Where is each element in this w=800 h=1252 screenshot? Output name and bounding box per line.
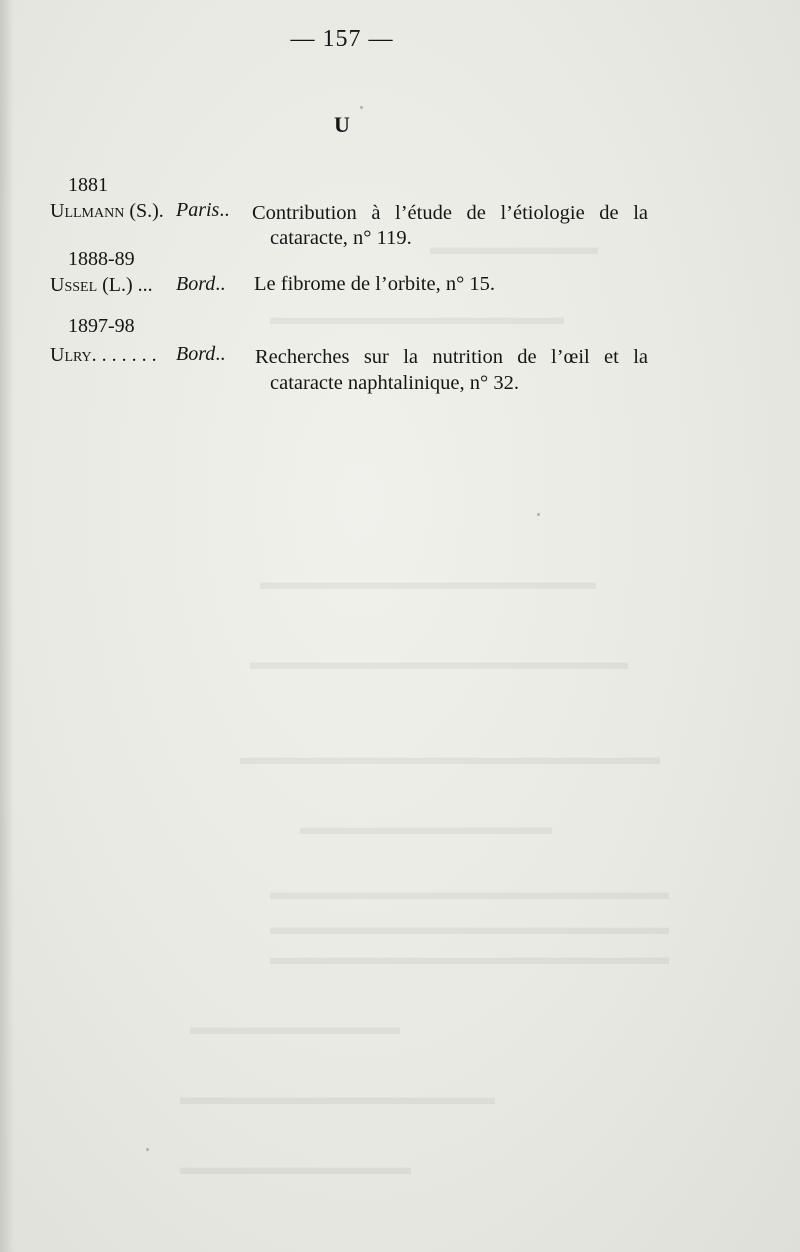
entry-title-line: Recherches sur la nutrition de l’œil et la xyxy=(255,346,648,368)
entry-year: 1881 xyxy=(68,174,108,196)
entry-title-line: Le fibrome de l’orbite, n° 15. xyxy=(254,273,496,295)
place-dots: .. xyxy=(215,343,226,365)
entry-title-line: Contribution à l’étude de l’étiologie de la xyxy=(252,202,648,224)
show-through-ghost-text: ▬▬▬▬▬▬▬▬▬▬▬▬▬▬▬▬▬▬▬ xyxy=(270,945,669,969)
author-surname: Ulry xyxy=(50,344,92,366)
paper-speck xyxy=(537,513,540,516)
show-through-ghost-text: ▬▬▬▬▬▬▬▬▬▬▬▬▬▬▬ xyxy=(180,1085,495,1109)
entry-place xyxy=(176,199,229,222)
paper-speck xyxy=(146,1148,149,1151)
page-number: — 157 — xyxy=(290,26,394,52)
show-through-ghost-text: ▬▬▬▬▬▬▬▬▬▬▬▬▬▬▬▬▬▬ xyxy=(250,650,628,674)
entry-place xyxy=(176,273,225,296)
author-initials: (S.). xyxy=(124,200,164,222)
entry-place xyxy=(176,343,225,366)
author-surname: Ullmann xyxy=(50,200,125,222)
entry-title-continuation: cataracte naphtalinique, n° 32. xyxy=(270,372,519,394)
show-through-ghost-text: ▬▬▬▬▬▬▬▬▬▬▬▬▬▬▬▬▬▬▬ xyxy=(270,915,669,939)
entry-year: 1897-98 xyxy=(68,315,135,337)
entry-title-continuation: cataracte, n° 119. xyxy=(270,227,412,249)
show-through-ghost-text: ▬▬▬▬▬▬▬▬▬▬ xyxy=(190,1015,400,1039)
place-name: Bord xyxy=(176,273,216,295)
show-through-ghost-text: ▬▬▬▬▬▬▬▬▬▬▬▬▬▬▬▬ xyxy=(260,570,596,594)
place-name: Bord xyxy=(176,343,216,365)
place-dots: .. xyxy=(215,273,226,295)
author-initials: . . . . . . . xyxy=(91,344,157,366)
show-through-ghost-text: ▬▬▬▬▬▬▬▬ xyxy=(430,235,598,259)
entry-author xyxy=(50,200,164,223)
show-through-ghost-text: ▬▬▬▬▬▬▬▬▬▬▬▬▬▬▬▬▬▬▬▬ xyxy=(240,745,660,769)
show-through-ghost-text: ▬▬▬▬▬▬▬▬▬▬▬ xyxy=(180,1155,411,1179)
author-surname: Ussel xyxy=(50,274,98,296)
show-through-ghost-text: ▬▬▬▬▬▬▬▬▬▬▬▬ xyxy=(300,815,552,839)
page-edge-shadow xyxy=(0,0,14,1252)
entry-author xyxy=(50,274,153,297)
show-through-ghost-text: ▬▬▬▬▬▬▬▬▬▬▬▬▬▬ xyxy=(270,305,564,329)
entry-year: 1888-89 xyxy=(68,248,135,270)
author-initials: (L.) ... xyxy=(97,274,153,296)
place-dots: .. xyxy=(219,199,230,221)
section-letter: U xyxy=(334,112,350,137)
entry-author xyxy=(50,344,157,367)
paper-speck xyxy=(360,106,363,109)
show-through-ghost-text: ▬▬▬▬▬▬▬▬▬▬▬▬▬▬▬▬▬▬▬ xyxy=(270,880,669,904)
place-name: Paris xyxy=(176,199,220,221)
